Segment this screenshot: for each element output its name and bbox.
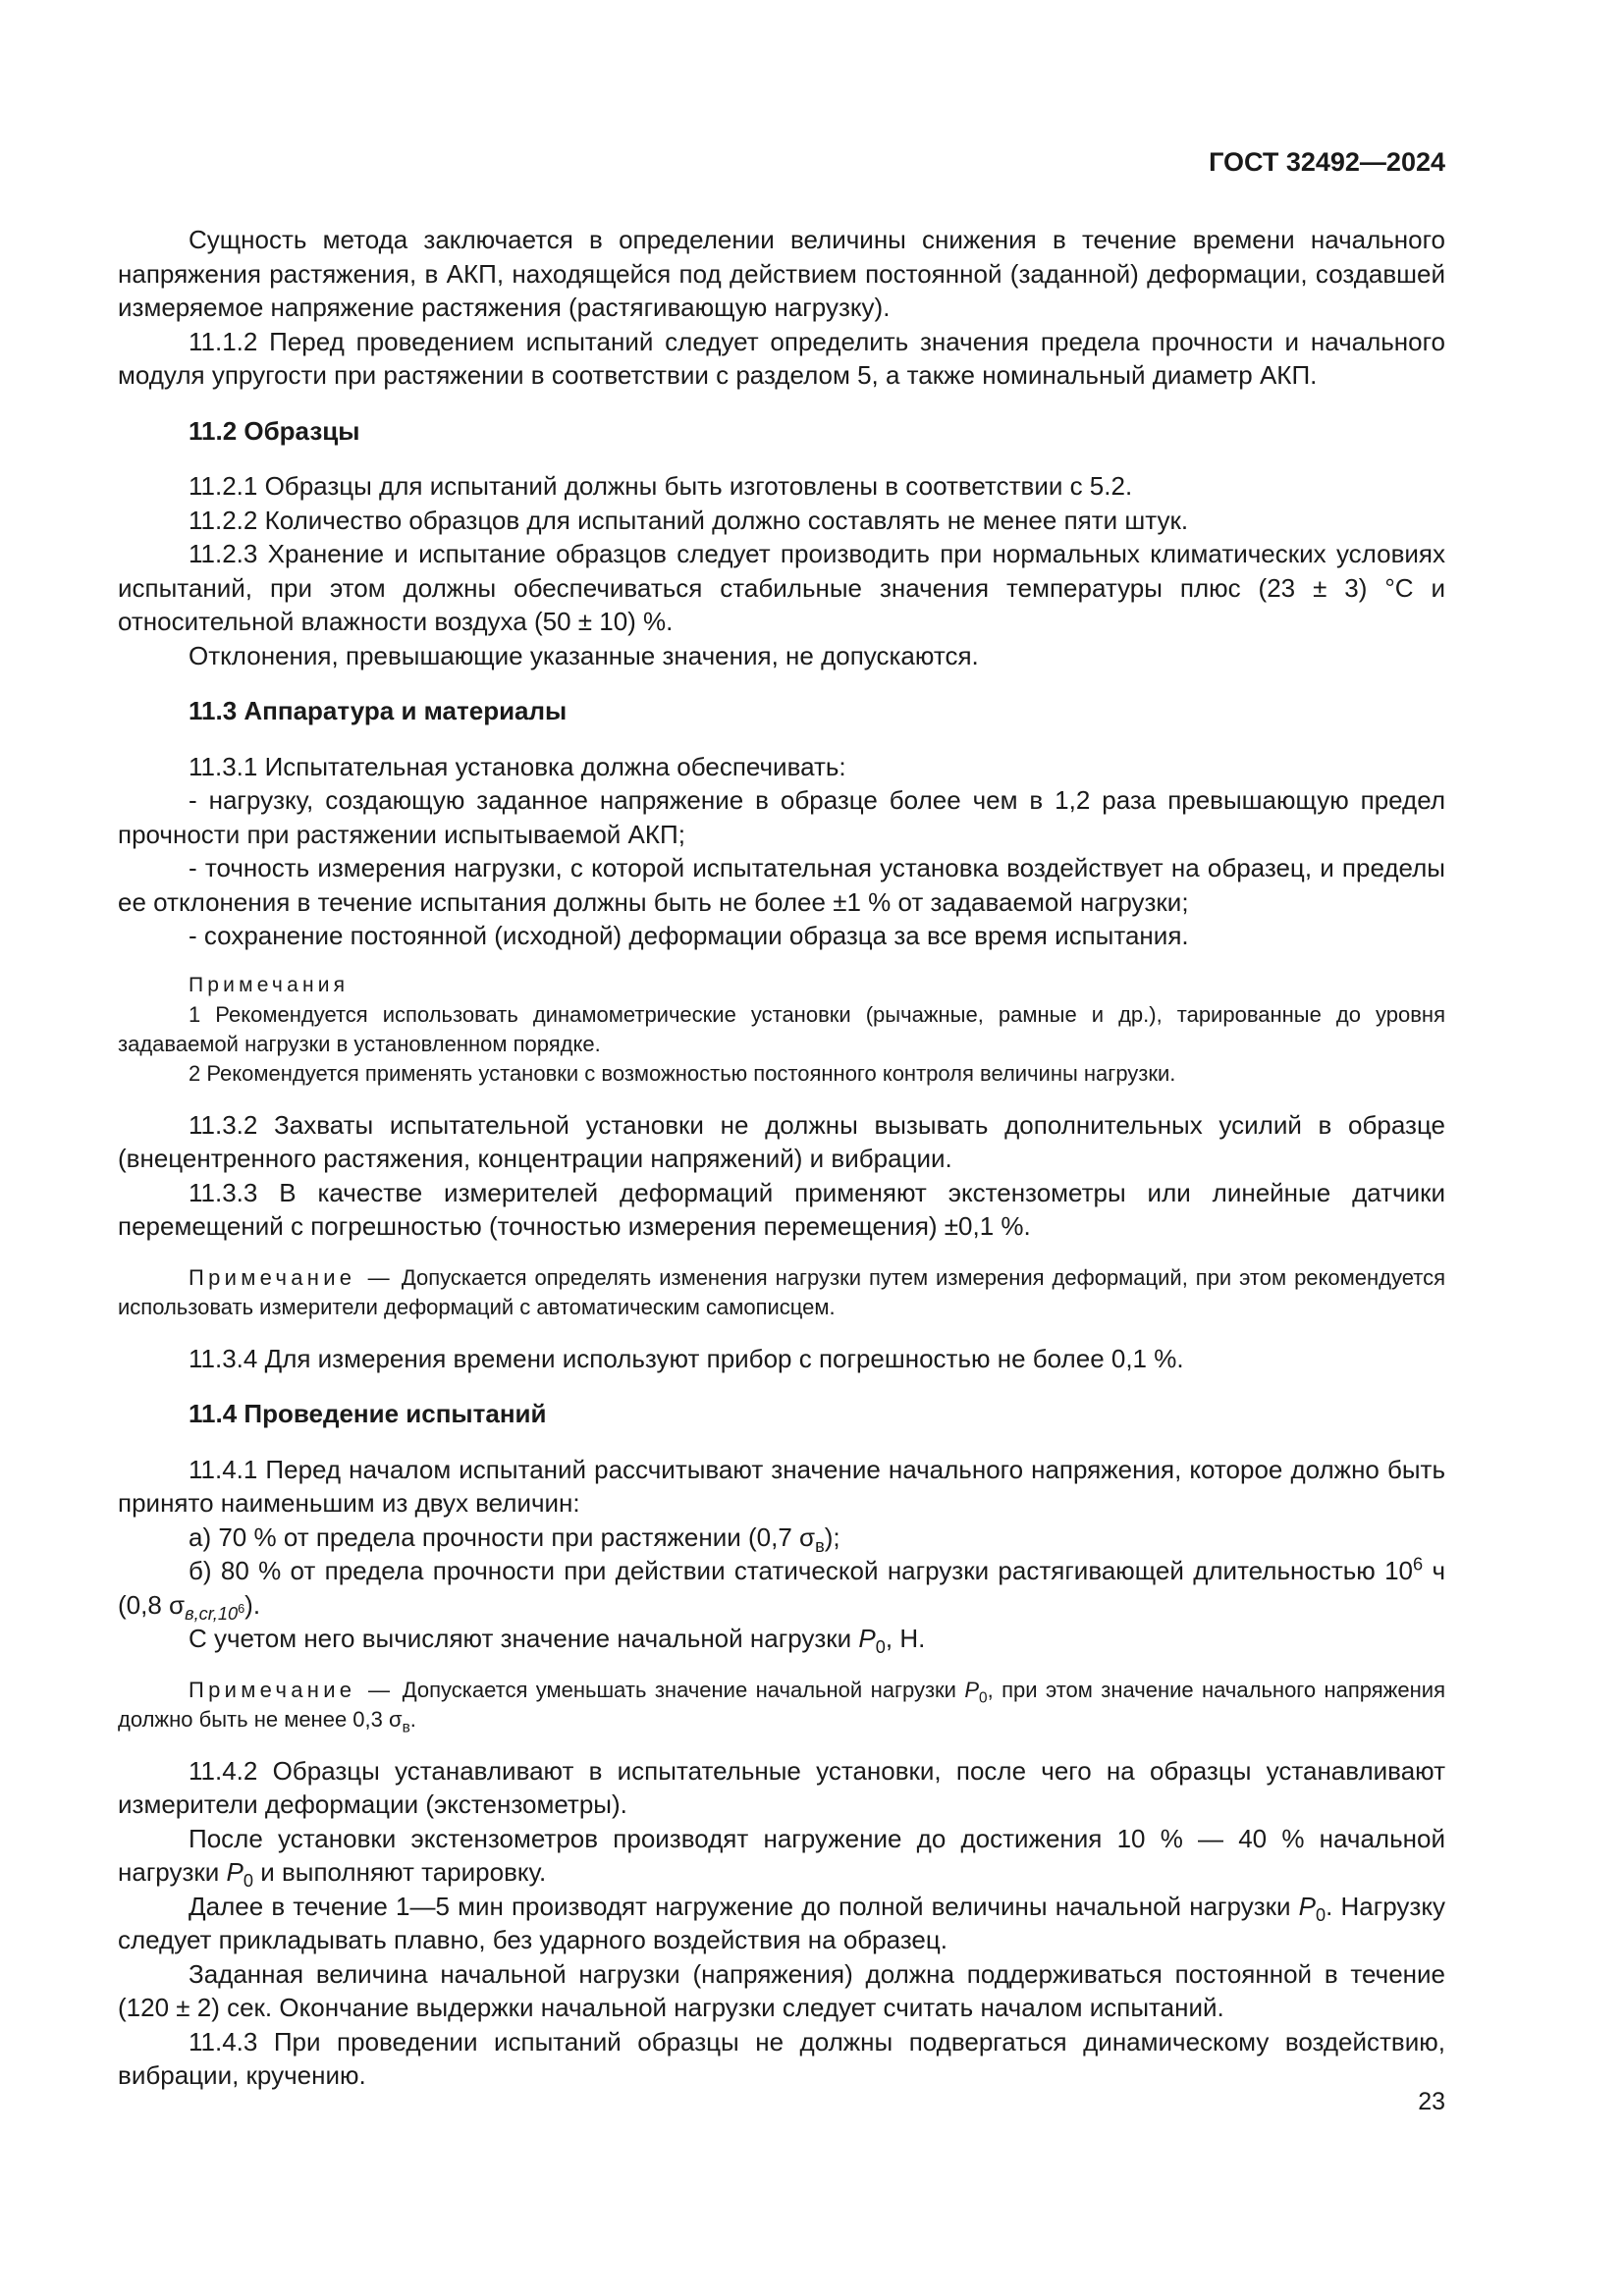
paragraph-extensometers: После установки экстензометров производят нагружение до достижения 10 % — 40 % начальной нагрузки $P_0$ и выполняют тарировку.: [118, 1823, 1445, 1892]
paragraph-hold: Заданная величина начальной нагрузки (напряжения) должна поддерживаться постоянной в течение (120 ± 2) сек. Окончание выдержки начальной нагрузки следует считать началом испытаний.: [118, 1958, 1445, 2022]
note-label: Примечание —: [189, 1264, 394, 1290]
paragraph-11-3-2: 11.3.2 Захваты испытательной установки не должны вызывать дополнительных усилий в образце (внецентренного растяжения, концентрации напряжений) и вибрации.: [118, 1109, 1445, 1173]
heading-11-3: 11.3 Аппаратура и материалы: [189, 696, 568, 725]
note-11-4-1: Примечание — Допускается уменьшать значение начальной нагрузки $P_0$, при этом значение начального напряжения должно быть не менее 0,3 $\sigma_в$.: [118, 1677, 1445, 1735]
paragraph-11-1-2: 11.1.2 Перед проведением испытаний следует определить значения предела прочности и начального модуля упругости при растяжении в соответствии с разделом 5, а также номинальный диаметр АКП.: [118, 326, 1445, 390]
paragraph-11-2-3: 11.2.3 Хранение и испытание образцов следует производить при нормальных климатических условиях испытаний, при этом должны обеспечиваться стабильные значения температуры плюс (23 ± 3) °С и относительной влажности воздуха (50 ± 10) %.: [118, 539, 1445, 636]
note-11-3-3: [118, 1263, 1445, 1322]
page-number: 23: [1418, 2088, 1445, 2115]
heading-11-2: 11.2 Образцы: [189, 415, 360, 446]
paragraph-11-2-1: 11.2.1 Образцы для испытаний должны быть изготовлены в соответствии с 5.2.: [189, 471, 1133, 501]
paragraph-11-4-1: 11.4.1 Перед началом испытаний рассчитывают значение начального напряжения, которое должно быть принято наименьшим из двух величин:: [118, 1454, 1445, 1518]
paragraph-method-essence: Сущность метода заключается в определении величины снижения в течение времени начального напряжения растяжения, в АКП, находящейся под действием постоянной (заданной) деформации, создавшей измеряемое напряжение растяжения (растягивающую нагрузку).: [118, 225, 1445, 322]
heading-11-4: 11.4 Проведение испытаний: [189, 1399, 547, 1428]
note-text: Допускается определять изменения нагрузки путем измерения деформаций, при этом рекомендуется использовать измерители деформаций с автоматическим самописцем.: [118, 1264, 1445, 1319]
list-item-accuracy: - точность измерения нагрузки, с которой испытательная установка воздействует на образец, и пределы ее отклонения в течение испытания должны быть не более ±1 % от задаваемой нагрузки;: [118, 853, 1445, 917]
list-item-deformation: - сохранение постоянной (исходной) деформации образца за все время испытания.: [189, 921, 1189, 950]
note-2: 2 Рекомендуется применять установки с возможностью постоянного контроля величины нагрузки.: [189, 1060, 1176, 1086]
paragraph-initial-load: С учетом него вычисляют значение начальной нагрузки $P_0$, Н.: [189, 1624, 926, 1658]
paragraph-11-2-2: 11.2.2 Количество образцов для испытаний должно составлять не менее пяти штук.: [189, 505, 1189, 535]
note-1: 1 Рекомендуется использовать динамометрические установки (рычажные, рамные и др.), тарированные до уровня задаваемой нагрузки в установленном порядке.: [118, 1001, 1445, 1056]
standard-designation: ГОСТ 32492—2024: [1209, 147, 1445, 177]
list-item-b: б) 80 % от предела прочности при действии статической нагрузки растягивающей длительностью $10^6$ ч (0,8 $\sigma_{в,cr,10^6}$).: [118, 1554, 1445, 1624]
paragraph-11-3-4: 11.3.4 Для измерения времени используют прибор с погрешностью не более 0,1 %.: [189, 1343, 1184, 1373]
list-item-a: а) 70 % от предела прочности при растяжении (0,7 $\sigma_в$);: [189, 1522, 840, 1556]
notes-title: Примечания: [189, 973, 350, 996]
paragraph-11-4-3: 11.4.3 При проведении испытаний образцы не должны подвергаться динамическому воздействию, вибрации, кручению.: [118, 2026, 1445, 2090]
paragraph-11-3-3: 11.3.3 В качестве измерителей деформаций применяют экстензометры или линейные датчики перемещений с погрешностью (точностью измерения перемещения) ±0,1 %.: [118, 1177, 1445, 1241]
list-item-load: - нагрузку, создающую заданное напряжение в образце более чем в 1,2 раза превышающую предел прочности при растяжении испытываемой АКП;: [118, 785, 1445, 849]
document-body: [118, 223, 1445, 2093]
paragraph-11-4-2: 11.4.2 Образцы устанавливают в испытательные установки, после чего на образцы устанавливают измерители деформации (экстензометры).: [118, 1755, 1445, 1819]
paragraph-full-load: Далее в течение 1—5 мин производят нагружение до полной величины начальной нагрузки $P_0$. Нагрузку следует прикладывать плавно, без ударного воздействия на образец.: [118, 1891, 1445, 1954]
paragraph-deviations: Отклонения, превышающие указанные значения, не допускаются.: [189, 640, 979, 670]
paragraph-11-3-1: 11.3.1 Испытательная установка должна обеспечивать:: [189, 751, 846, 781]
